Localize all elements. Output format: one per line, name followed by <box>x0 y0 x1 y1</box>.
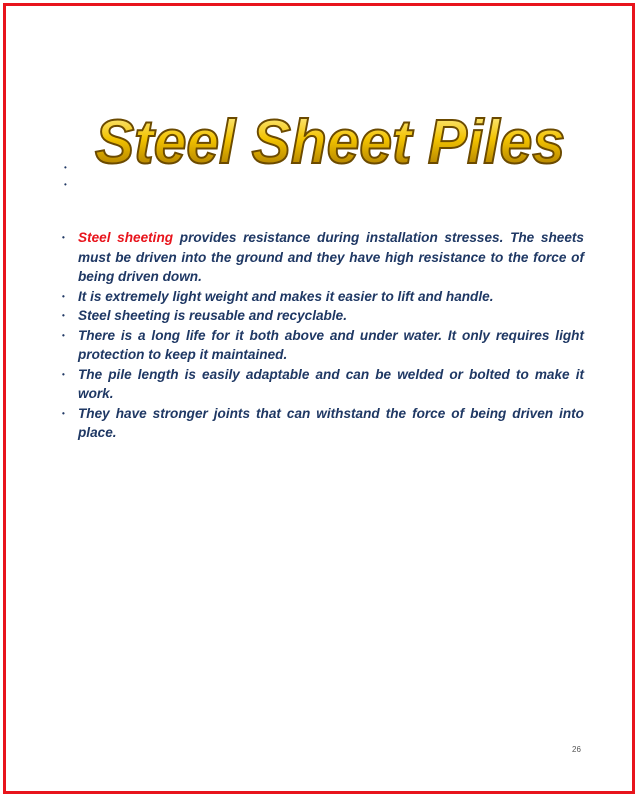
bullet-dot: • <box>62 311 65 320</box>
item-text: They have stronger joints that can withstand the force of being driven into place. <box>78 405 584 440</box>
bullet-dot: • <box>62 408 65 418</box>
item-text: There is a long life for it both above and under water. It only requires light protection to keep it maintained. <box>78 327 584 362</box>
page-title: Steel Sheet Piles <box>95 108 565 177</box>
bullet-dot: • <box>62 291 65 301</box>
list-item <box>60 228 584 287</box>
bullet-dot: • <box>62 233 65 242</box>
bullet-dot: • <box>62 330 65 340</box>
highlight-term: Steel sheeting <box>78 230 174 245</box>
title-wordart-svg <box>80 85 580 195</box>
list-item <box>60 404 584 443</box>
list-item <box>60 326 584 365</box>
item-text: It is extremely light weight and makes it easier to lift and handle. <box>78 288 494 304</box>
empty-bullet: • <box>64 163 67 172</box>
list-item <box>60 306 584 326</box>
item-text: provides resistance during installation stresses. The sheets must be driven into the ground and they have high resistance to the force of being driven down. <box>78 230 584 284</box>
list-item <box>60 287 584 307</box>
empty-bullet: • <box>64 180 67 189</box>
item-text: Steel sheeting is reusable and recyclable. <box>78 308 347 323</box>
bullet-list <box>60 228 584 443</box>
bullet-dot: • <box>62 369 65 379</box>
title-wordart <box>80 85 580 195</box>
list-item <box>60 365 584 404</box>
page-number: 26 <box>572 745 581 754</box>
item-text: The pile length is easily adaptable and can be welded or bolted to make it work. <box>78 366 584 401</box>
